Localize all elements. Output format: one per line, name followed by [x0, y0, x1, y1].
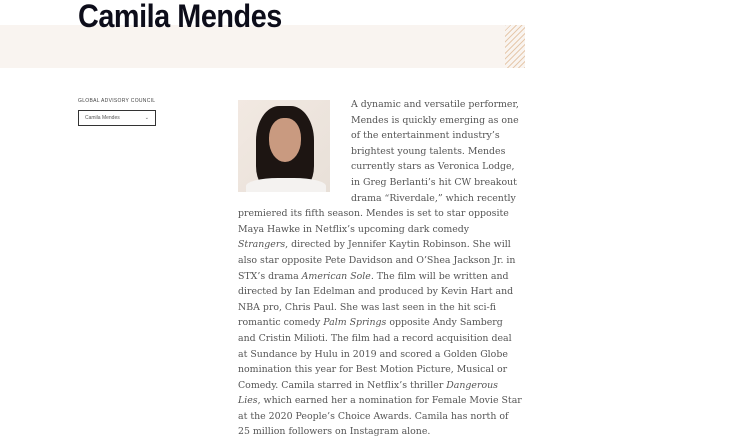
- bio-text: A dynamic and versatile performer, Mendes is quickly emerging as one of the entertainment industry’s brightest young talents. Mendes currently stars as Veronica Lodge, in Greg Berlanti’s hit CW breakout drama “Riverdale,” which recently premiered its fifth season. Mendes is set to star opposite Maya Hawke in Netflix’s upcoming dark comedy: [238, 99, 519, 235]
- profile-photo: [238, 100, 330, 192]
- film-title: American Sole: [301, 270, 371, 282]
- sidebar-label: GLOBAL ADVISORY COUNCIL: [78, 98, 156, 104]
- member-select[interactable]: [78, 110, 156, 126]
- page-title: Camila Mendes: [78, 0, 282, 34]
- bio-text: , which earned her a nomination for Female Movie Star at the 2020 People’s Choice Awards. Camila has north of 25 million followers on Instagram alone.: [238, 395, 522, 438]
- chevron-down-icon: ⌄: [144, 115, 149, 121]
- bio-text: , directed by Jennifer Kaytin Robinson. She will also star opposite Pete Davidson and O’Shea Jackson Jr. in STX’s drama: [238, 239, 516, 282]
- film-title: Dangerous Lies: [238, 379, 498, 407]
- hatch-decoration: [505, 25, 525, 68]
- bio-text: . The film will be written and directed by Ian Edelman and produced by Kevin Hart and NBA pro, Chris Paul. She was last seen in the hit sci-fi romantic comedy: [238, 270, 514, 329]
- bio: [238, 97, 522, 440]
- bio-text: opposite Andy Samberg and Cristin Milioti. The film had a record acquisition deal at Sundance by Hulu in 2019 and scored a Golden Globe nomination this year for Best Motion Picture, Musical or Comedy. Camila starred in Netflix’s thriller: [238, 317, 512, 391]
- film-title: Palm Springs: [323, 317, 387, 329]
- member-select-value: Camila Mendes: [85, 115, 120, 121]
- film-title: Strangers: [238, 239, 286, 251]
